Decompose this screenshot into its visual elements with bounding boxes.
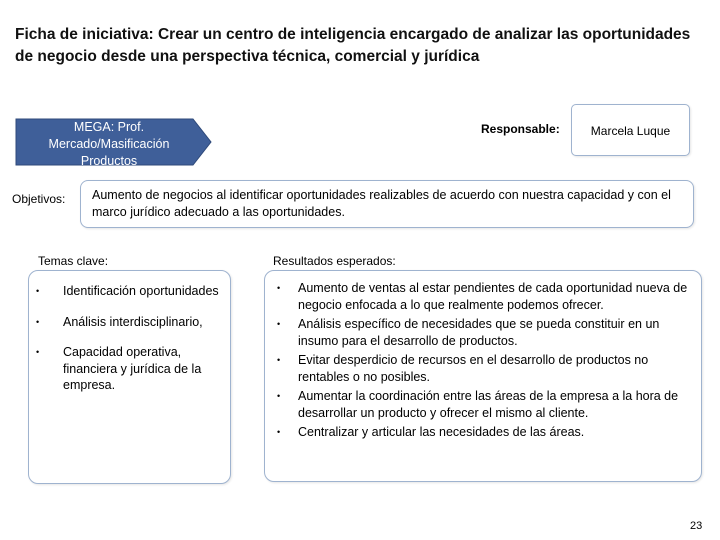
list-item [277, 424, 697, 441]
objetivos-text: Aumento de negocios al identificar oportunidades realizables de acuerdo con nuestra capacidad y con el marco jurídico adecuado a las oportunidades. [92, 188, 671, 219]
resultados-box [264, 270, 702, 482]
temas-clave-box [28, 270, 231, 484]
responsable-box [571, 104, 690, 156]
bullet-icon: • [277, 391, 281, 401]
bullet-icon: • [277, 319, 281, 329]
bullet-icon: • [277, 427, 281, 437]
mega-arrow-shape [15, 118, 213, 166]
list-item [36, 283, 226, 300]
list-item-text: Aumentar la coordinación entre las áreas de la empresa a la hora de desarrollar un producto y ofrecer el mismo al cliente. [298, 389, 679, 420]
bullet-icon: • [277, 283, 281, 293]
bullet-icon: • [36, 286, 40, 296]
temas-clave-list [36, 283, 226, 408]
list-item-text: Aumento de ventas al estar pendientes de cada oportunidad nueva de negocio enfocada a lo que realmente podemos ofrecer. [298, 281, 688, 312]
objetivos-box [80, 180, 694, 228]
list-item [277, 352, 697, 385]
list-item [36, 314, 226, 331]
list-item-text: Análisis interdisciplinario, [63, 314, 203, 329]
list-item-text: Análisis específico de necesidades que se pueda constituir en un insumo para el desarrollo de productos. [298, 317, 660, 348]
list-item [277, 388, 697, 421]
list-item-text: Capacidad operativa, financiera y jurídica de la empresa. [63, 345, 202, 392]
temas-clave-label: Temas clave: [38, 254, 109, 268]
resultados-label: Resultados esperados: [273, 254, 396, 268]
mega-label: MEGA: Prof. Mercado/Masificación Productos [48, 120, 170, 168]
bullet-icon: • [36, 347, 40, 357]
objetivos-label: Objetivos: [12, 192, 66, 206]
bullet-icon: • [277, 355, 281, 365]
list-item-text: Identificación oportunidades [63, 284, 219, 298]
list-item-text: Centralizar y articular las necesidades de las áreas. [298, 425, 585, 439]
list-item [277, 280, 697, 313]
list-item [36, 344, 226, 394]
page-number: 23 [690, 520, 703, 532]
page-title: Ficha de iniciativa: Crear un centro de inteligencia encargado de analizar las oportunidades de negocio desde una perspectiva técnica, comercial y jurídica [15, 26, 691, 65]
list-item [277, 316, 697, 349]
list-item-text: Evitar desperdicio de recursos en el desarrollo de productos no rentables o no posibles. [298, 353, 649, 384]
responsable-value: Marcela Luque [590, 124, 671, 138]
resultados-list [277, 280, 697, 444]
responsable-label: Responsable: [481, 122, 560, 136]
bullet-icon: • [36, 316, 40, 327]
